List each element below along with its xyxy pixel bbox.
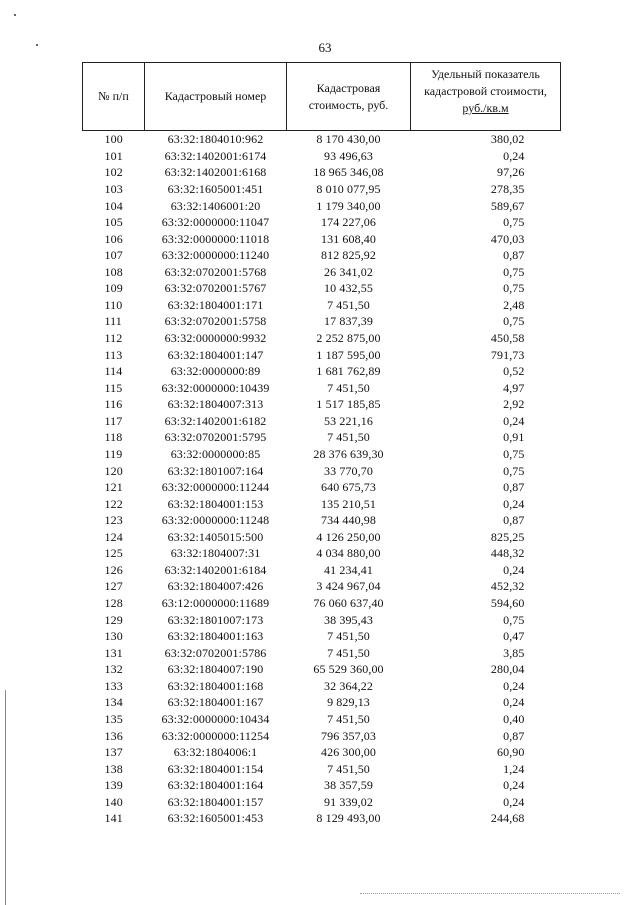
header-specific-indicator-text: Удельный показатель кадастровой стоимости, [424,67,547,98]
specific-indicator: 0,75 [503,612,525,627]
row-number: 124 [104,529,123,544]
cadastral-number: 63:32:1804001:154 [167,761,264,776]
row-number: 111 [104,314,122,329]
cadastral-number: 63:32:0000000:11254 [161,728,270,743]
cadastral-table [82,62,561,827]
cadastral-value: 812 825,92 [321,248,376,263]
cadastral-value: 796 357,03 [321,728,376,743]
cadastral-number: 63:32:1804001:164 [167,778,264,793]
row-number: 108 [104,264,123,279]
cadastral-number: 63:32:0000000:11047 [161,215,270,230]
row-number: 101 [104,148,123,163]
cadastral-value: 8 010 077,95 [316,181,381,196]
cadastral-number: 63:32:0000000:10434 [161,711,270,726]
table-row [83,346,561,363]
table-row [83,495,561,512]
cadastral-number: 63:32:0000000:11240 [161,248,270,263]
table-row [83,611,561,628]
row-number: 114 [104,364,123,379]
specific-indicator: 0,75 [503,281,525,296]
specific-indicator: 1,24 [503,761,525,776]
table-row [83,264,561,281]
row-number: 107 [104,248,123,263]
header-cadastral-number: Кадастровый номер [145,63,287,131]
cadastral-value: 734 440,98 [321,513,376,528]
cadastral-value: 7 451,50 [327,297,370,312]
specific-indicator: 0,52 [503,364,525,379]
table-row [83,230,561,247]
cadastral-number: 63:32:1804010:962 [167,132,264,147]
table-row [83,446,561,463]
scan-speck [36,44,38,46]
row-number: 135 [104,711,123,726]
table-row [83,413,561,430]
row-number: 122 [104,496,123,511]
specific-indicator: 452,32 [490,579,525,594]
table-row [83,396,561,413]
cadastral-number: 63:32:0000000:11244 [161,480,270,495]
row-number: 139 [104,778,123,793]
cadastral-number: 63:32:1804001:171 [167,297,264,312]
table-row [83,181,561,198]
cadastral-number: 63:32:1804001:163 [167,629,264,644]
cadastral-number: 63:32:0702001:5786 [164,645,267,660]
specific-indicator: 2,92 [503,397,525,412]
cadastral-value: 28 376 639,30 [313,446,384,461]
specific-indicator: 0,24 [503,695,525,710]
row-number: 109 [104,281,123,296]
cadastral-value: 131 608,40 [321,231,376,246]
specific-indicator: 0,24 [503,413,525,428]
specific-indicator: 0,87 [503,248,525,263]
table-row [83,131,561,148]
cadastral-value: 4 034 880,00 [316,546,381,561]
specific-indicator: 0,24 [503,678,525,693]
row-number: 117 [104,413,123,428]
cadastral-value: 41 234,41 [324,562,373,577]
cadastral-number: 63:32:0000000:89 [170,364,261,379]
cadastral-number: 63:32:1804007:426 [167,579,264,594]
row-number: 119 [104,446,123,461]
row-number: 112 [104,331,123,346]
specific-indicator: 0,75 [503,215,525,230]
cadastral-value: 17 837,39 [324,314,373,329]
row-number: 128 [104,596,123,611]
row-number: 133 [104,678,123,693]
cadastral-value: 32 364,22 [324,678,373,693]
row-number: 106 [104,231,123,246]
cadastral-value: 7 451,50 [327,711,370,726]
table-row [83,280,561,297]
table-row [83,164,561,181]
table-row [83,760,561,777]
row-number: 115 [104,380,123,395]
cadastral-number: 63:32:1804001:153 [167,496,264,511]
specific-indicator: 4,97 [503,380,525,395]
table-row [83,379,561,396]
cadastral-number: 63:32:1402001:6184 [164,562,267,577]
cadastral-value: 93 496,63 [324,148,373,163]
table-row [83,694,561,711]
cadastral-value: 53 221,16 [324,413,373,428]
row-number: 137 [104,745,123,760]
table-row [83,297,561,314]
cadastral-number: 63:32:1801007:164 [167,463,264,478]
row-number: 123 [104,513,123,528]
table-header [83,63,561,131]
row-number: 113 [104,347,123,362]
cadastral-number: 63:32:0000000:10439 [161,380,270,395]
table-body [83,131,561,827]
specific-indicator: 0,75 [503,463,525,478]
table-row [83,512,561,529]
specific-indicator: 0,24 [503,794,525,809]
cadastral-number: 63:32:0000000:9932 [164,331,267,346]
row-number: 103 [104,181,123,196]
cadastral-number: 63:32:1804001:167 [167,695,264,710]
table-row [83,595,561,612]
row-number: 134 [104,695,123,710]
cadastral-number: 63:32:0000000:11248 [161,513,270,528]
table-row [83,363,561,380]
cadastral-number: 63:32:1804001:157 [167,794,264,809]
table-row [83,545,561,562]
cadastral-number: 63:32:1804001:147 [167,347,264,362]
table-row [83,661,561,678]
specific-indicator: 0,75 [503,264,525,279]
row-number: 125 [104,546,123,561]
specific-indicator: 450,58 [490,331,525,346]
row-number: 138 [104,761,123,776]
cadastral-value: 9 829,13 [327,695,370,710]
cadastral-number: 63:32:1804007:31 [170,546,261,561]
specific-indicator: 825,25 [490,529,525,544]
scan-speck [14,14,16,16]
table-row [83,678,561,695]
cadastral-value: 2 252 875,00 [316,331,381,346]
table-row [83,313,561,330]
cadastral-value: 8 129 493,00 [316,811,381,826]
cadastral-value: 18 965 346,08 [313,165,384,180]
row-number: 131 [104,645,123,660]
cadastral-value: 1 179 340,00 [316,198,381,213]
cadastral-value: 10 432,55 [324,281,373,296]
cadastral-value: 38 357,59 [324,778,373,793]
row-number: 130 [104,629,123,644]
cadastral-number: 63:32:1804006:1 [173,745,258,760]
scan-bottom-dots [360,893,620,895]
table-row [83,727,561,744]
cadastral-value: 640 675,73 [321,480,376,495]
table-row [83,247,561,264]
cadastral-number: 63:32:1804001:168 [167,678,264,693]
cadastral-number: 63:32:1405015:500 [167,529,264,544]
specific-indicator: 0,91 [503,430,525,445]
cadastral-number: 63:32:1804007:313 [167,397,264,412]
cadastral-number: 63:32:0000000:85 [170,446,261,461]
row-number: 116 [104,397,123,412]
specific-indicator: 589,67 [490,198,525,213]
cadastral-number: 63:32:1402001:6174 [164,148,267,163]
cadastral-value: 91 339,02 [324,794,373,809]
table-row [83,462,561,479]
table-row [83,429,561,446]
specific-indicator: 380,02 [490,132,525,147]
cadastral-number: 63:12:0000000:11689 [161,596,270,611]
table-row [83,711,561,728]
header-num: № п/п [83,63,145,131]
cadastral-number: 63:32:1804007:190 [167,662,264,677]
table-row [83,644,561,661]
table-row [83,578,561,595]
row-number: 126 [104,562,123,577]
specific-indicator: 0,24 [503,496,525,511]
table-row [83,562,561,579]
row-number: 127 [104,579,123,594]
header-specific-indicator [411,63,561,131]
specific-indicator: 97,26 [497,165,525,180]
table-row [83,744,561,761]
row-number: 132 [104,662,123,677]
table-row [83,148,561,165]
cadastral-value: 1 681 762,89 [316,364,381,379]
cadastral-value: 3 424 967,04 [316,579,381,594]
table-row [83,529,561,546]
cadastral-value: 76 060 637,40 [313,596,384,611]
cadastral-number: 63:32:0702001:5795 [164,430,267,445]
specific-indicator: 791,73 [490,347,525,362]
specific-indicator: 0,87 [503,728,525,743]
cadastral-value: 7 451,50 [327,645,370,660]
table-row [83,214,561,231]
row-number: 136 [104,728,123,743]
specific-indicator: 278,35 [490,181,525,196]
cadastral-value: 426 300,00 [321,745,376,760]
cadastral-value: 7 451,50 [327,629,370,644]
specific-indicator: 0,40 [503,711,525,726]
cadastral-value: 174 227,06 [321,215,376,230]
specific-indicator: 0,87 [503,480,525,495]
specific-indicator: 3,85 [503,645,525,660]
scan-edge-line [5,690,6,905]
cadastral-value: 4 126 250,00 [316,529,381,544]
page-number: 63 [318,40,332,55]
cadastral-number: 63:32:1605001:453 [167,811,264,826]
cadastral-value: 1 187 595,00 [316,347,381,362]
cadastral-value: 33 770,70 [324,463,373,478]
specific-indicator: 280,04 [490,662,525,677]
specific-indicator: 0,75 [503,314,525,329]
header-cadastral-value: Кадастровая стоимость, руб. [287,63,411,131]
table-row [83,810,561,827]
cadastral-number: 63:32:1605001:451 [167,181,264,196]
cadastral-value: 7 451,50 [327,761,370,776]
cadastral-number: 63:32:1402001:6168 [164,165,267,180]
row-number: 129 [104,612,123,627]
row-number: 140 [104,794,123,809]
table-row [83,794,561,811]
specific-indicator: 60,90 [497,745,525,760]
row-number: 120 [104,463,123,478]
specific-indicator: 2,48 [503,297,525,312]
table-row [83,330,561,347]
cadastral-value: 135 210,51 [321,496,376,511]
cadastral-value: 7 451,50 [327,380,370,395]
cadastral-value: 38 395,43 [324,612,373,627]
specific-indicator: 244,68 [490,811,525,826]
cadastral-value: 7 451,50 [327,430,370,445]
cadastral-value: 65 529 360,00 [313,662,384,677]
specific-indicator: 0,87 [503,513,525,528]
row-number: 121 [104,480,123,495]
cadastral-value: 1 517 185,85 [316,397,381,412]
cadastral-number: 63:32:0702001:5768 [164,264,267,279]
specific-indicator: 594,60 [490,596,525,611]
row-number: 118 [104,430,123,445]
specific-indicator: 0,24 [503,778,525,793]
row-number: 102 [104,165,123,180]
header-row [83,63,561,131]
table-row [83,628,561,645]
cadastral-number: 63:32:1801007:173 [167,612,264,627]
cadastral-number: 63:32:1406001:20 [170,198,261,213]
specific-indicator: 0,47 [503,629,525,644]
cadastral-value: 8 170 430,00 [316,132,381,147]
row-number: 104 [104,198,123,213]
row-number: 105 [104,215,123,230]
table-row [83,777,561,794]
cadastral-number: 63:32:0702001:5758 [164,314,267,329]
specific-indicator: 0,24 [503,562,525,577]
table-row [83,479,561,496]
row-number: 100 [104,132,123,147]
specific-indicator: 0,24 [503,148,525,163]
cadastral-number: 63:32:1402001:6182 [164,413,267,428]
cadastral-number: 63:32:0000000:11018 [161,231,270,246]
cadastral-number: 63:32:0702001:5767 [164,281,267,296]
table-row [83,197,561,214]
specific-indicator: 0,75 [503,446,525,461]
row-number: 110 [104,297,123,312]
specific-indicator: 448,32 [490,546,525,561]
specific-indicator: 470,03 [490,231,525,246]
row-number: 141 [104,811,123,826]
header-specific-indicator-unit: руб./кв.м [462,101,509,115]
cadastral-value: 26 341,02 [324,264,373,279]
